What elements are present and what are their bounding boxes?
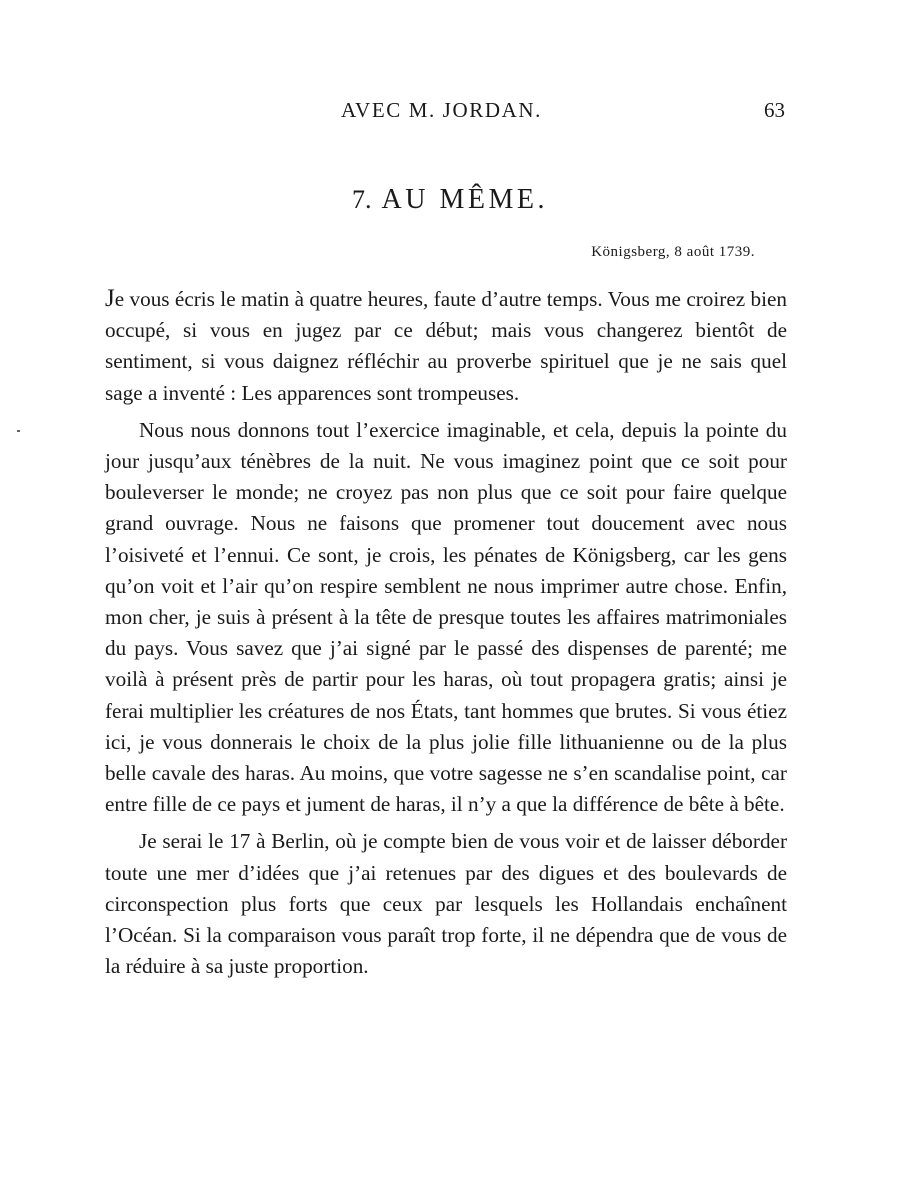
paragraph-3: Je serai le 17 à Berlin, où je compte bien de vous voir et de laisser déborder toute une mer d’idées que j’ai retenues par des digues et des boulevards de circonspection plus forts que ceux par lesquels les Hollandais enchaînent l’Océan. Si la comparaison vous paraît trop forte, il ne dépendra que de vous de la réduire à sa juste proportion. — [105, 829, 787, 979]
margin-mark — [17, 430, 20, 432]
running-title: AVEC M. JORDAN. — [341, 98, 542, 122]
paragraph-2: Nous nous donnons tout l’exercice imaginable, et cela, depuis la pointe du jour jusqu’aux ténèbres de la nuit. Ne vous imaginez point que ce soit pour bouleverser le monde; ne croyez pas non plus que ce soit pour faire quelque grand ouvrage. Nous ne faisons que promener tout doucement avec nous l’oisiveté et l’ennui. Ce sont, je crois, les pénates de Königsberg, car les gens qu’on voit et l’air qu’on respire semblent ne nous imprimer autre chose. Enfin, mon cher, je suis à présent à la tête de presque toutes les affaires matrimoniales du pays. Vous savez que j’ai signé par le passé des dispenses de parenté; me voilà à présent près de partir pour les haras, où tout propagera gratis; ainsi je ferai multiplier les créatures de nos États, tant hommes que brutes. Si vous étiez ici, je vous donnerais le choix de la plus jolie fille lithuanienne ou de la plus belle cavale des haras. Au moins, que votre sagesse ne s’en scandalise point, car entre fille de ce pays et jument de haras, il n’y a que la différence de bête à bête. — [105, 417, 787, 817]
paragraph-1 — [105, 283, 787, 409]
letter-title: AU MÊME. — [381, 184, 548, 215]
letter-number: 7. — [352, 185, 372, 214]
page-number: 63 — [764, 98, 785, 122]
letter-body — [105, 283, 787, 988]
letter-heading — [0, 184, 900, 216]
dateline: Königsberg, 8 août 1739. — [591, 244, 755, 260]
running-head — [0, 98, 900, 128]
initial-letter: J — [105, 285, 115, 312]
paragraph-1-text: e vous écris le matin à quatre heures, faute d’autre temps. Vous me croirez bien occupé, si vous en jugez par ce début; mais vous changerez bientôt de sentiment, si vous daignez réfléchir au proverbe spirituel que je ne sais quel sage a inventé : Les apparences sont trompeuses. — [105, 287, 787, 405]
